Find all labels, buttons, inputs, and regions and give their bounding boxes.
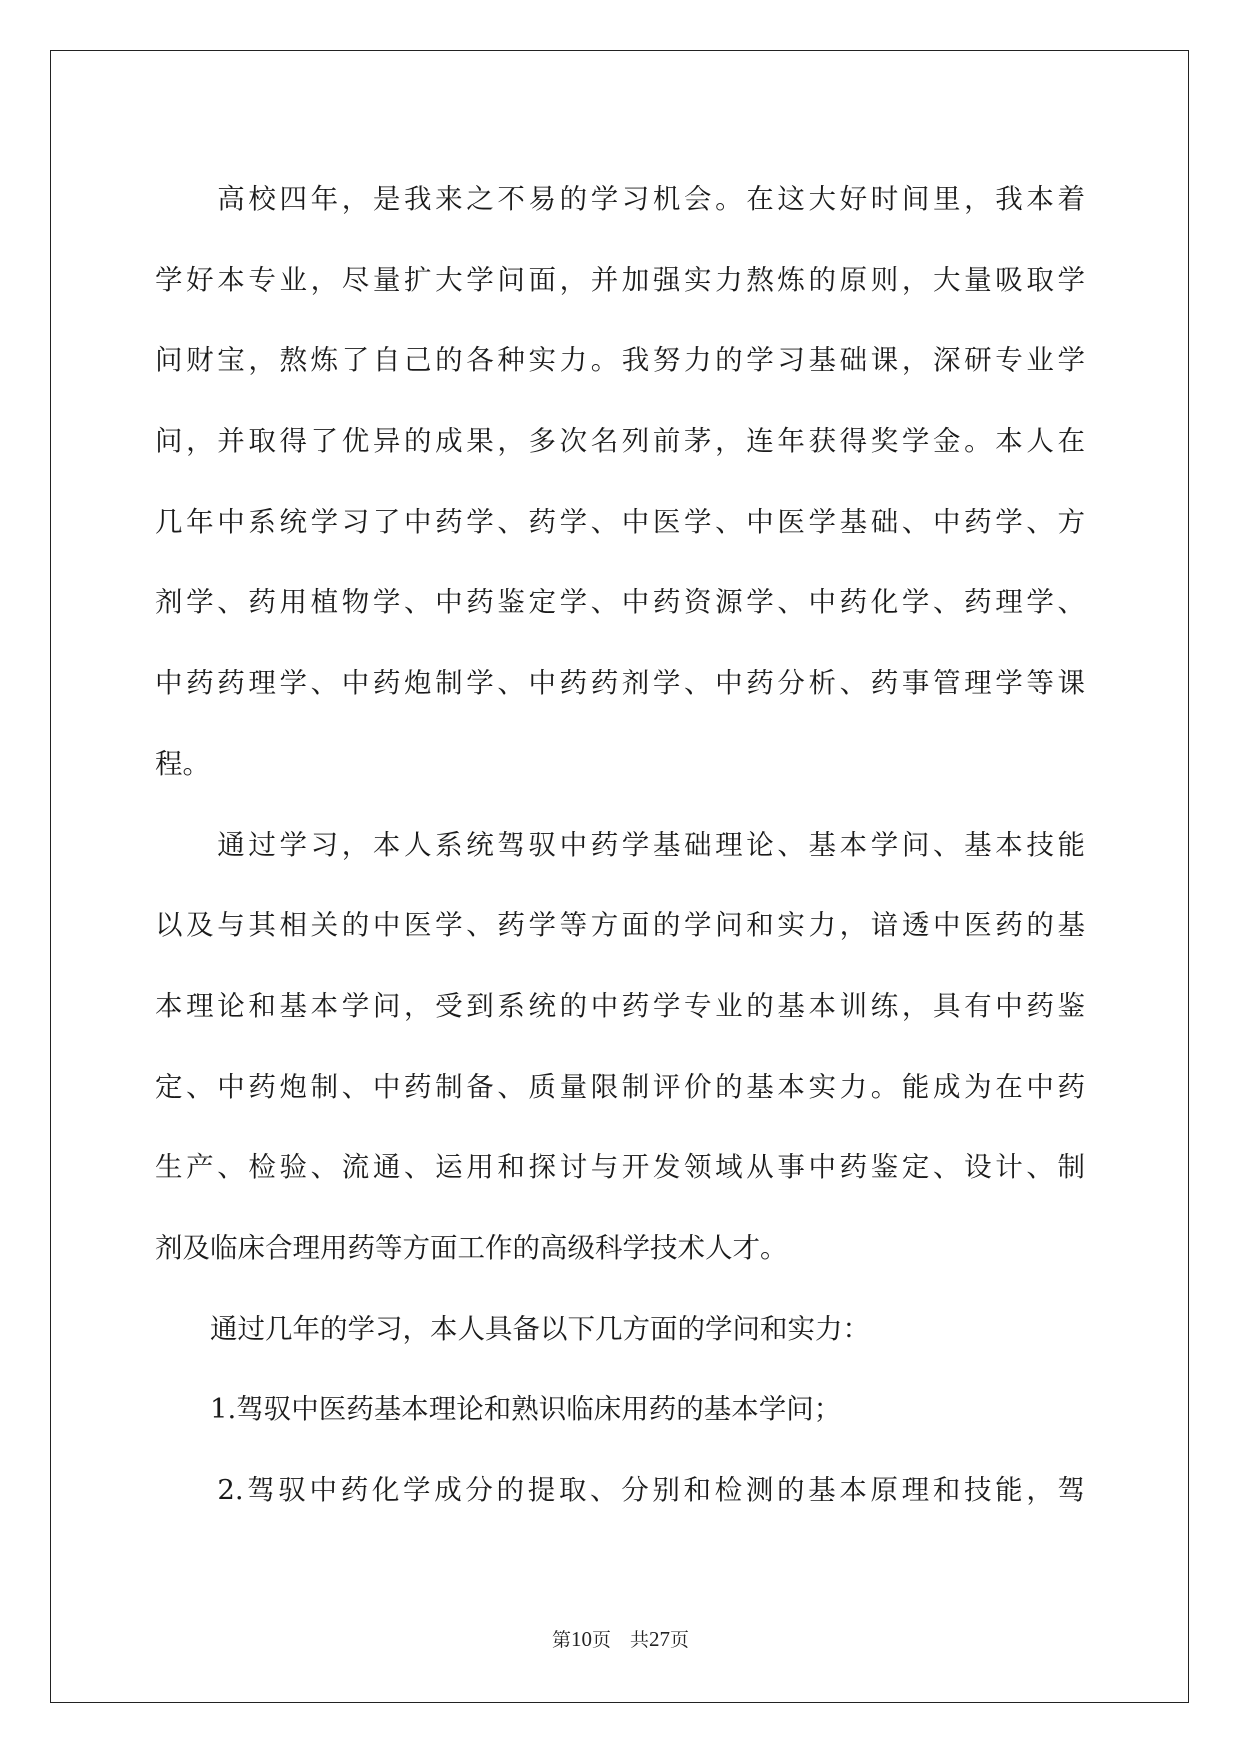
footer-suffix: 页	[670, 1629, 690, 1651]
total-page-number: 27	[649, 1627, 670, 1651]
document-body	[155, 159, 1085, 1531]
text-line: 通过几年的学习，本人具备以下几方面的学问和实力：	[155, 1312, 870, 1345]
text-line: 通过学习，本人系统驾驭中药学基础理论、基本学问、基本技能	[155, 828, 1085, 861]
text-line: 程。	[155, 747, 210, 780]
text-line: 剂学、药用植物学、中药鉴定学、中药资源学、中药化学、药理学、	[155, 586, 1085, 619]
footer-middle: 页 共	[591, 1629, 649, 1651]
text-line: 生产、检验、流通、运用和探讨与开发领域从事中药鉴定、设计、制	[155, 1151, 1085, 1184]
text-line: 以及与其相关的中医学、药学等方面的学问和实力，谙透中医药的基	[155, 909, 1085, 942]
footer-prefix: 第	[551, 1629, 571, 1651]
text-line: 中药药理学、中药炮制学、中药药剂学、中药分析、药事管理学等课	[155, 667, 1085, 700]
page-footer	[0, 1625, 1241, 1652]
text-line: 1.驾驭中医药基本理论和熟识临床用药的基本学问；	[155, 1393, 842, 1426]
text-line: 问财宝，熬炼了自己的各种实力。我努力的学习基础课，深研专业学	[155, 344, 1085, 377]
text-line: 剂及临床合理用药等方面工作的高级科学技术人才。	[155, 1231, 788, 1264]
current-page-number: 10	[570, 1627, 592, 1651]
text-line: 本理论和基本学问，受到系统的中药学专业的基本训练，具有中药鉴	[155, 989, 1085, 1022]
text-line: 学好本专业，尽量扩大学问面，并加强实力熬炼的原则，大量吸取学	[155, 263, 1085, 296]
text-line: 定、中药炮制、中药制备、质量限制评价的基本实力。能成为在中药	[155, 1070, 1085, 1103]
text-line: 2.驾驭中药化学成分的提取、分别和检测的基本原理和技能，驾	[155, 1474, 1085, 1506]
text-line: 问，并取得了优异的成果，多次名列前茅，连年获得奖学金。本人在	[155, 425, 1085, 458]
text-line: 几年中系统学习了中药学、药学、中医学、中医学基础、中药学、方	[155, 505, 1085, 538]
text-line: 高校四年，是我来之不易的学习机会。在这大好时间里，我本着	[155, 183, 1085, 215]
